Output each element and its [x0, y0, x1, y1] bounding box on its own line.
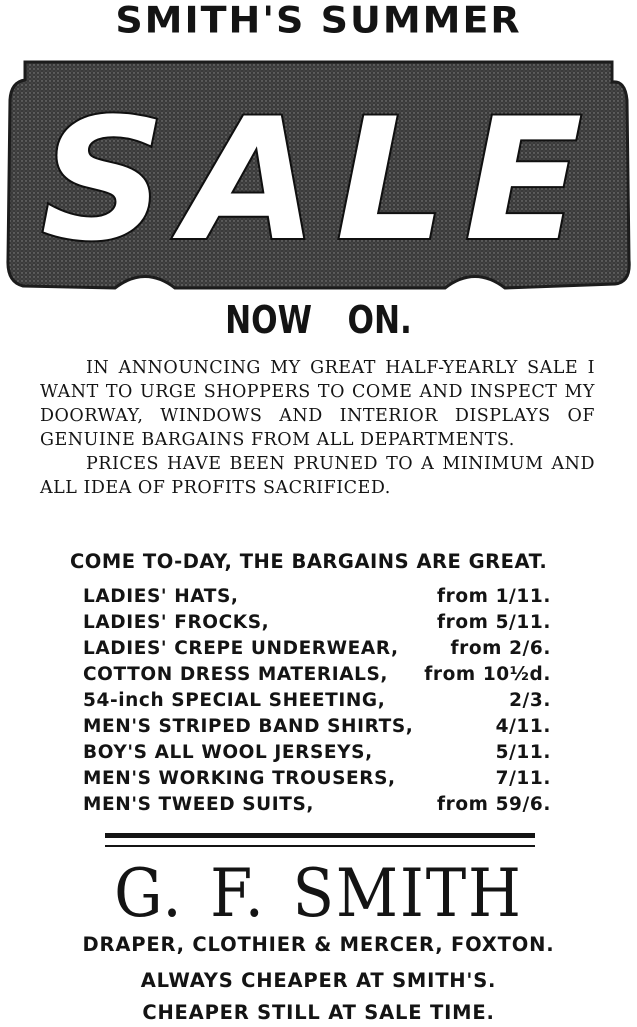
footer-line-1: DRAPER, CLOTHIER & MERCER, FOXTON.	[82, 933, 555, 956]
item-price: 2/3.	[509, 690, 551, 711]
price-list-item	[83, 610, 563, 636]
sale-banner-text: SALE	[41, 82, 601, 278]
item-price: from 5/11.	[436, 612, 551, 633]
item-name: MEN'S WORKING TROUSERS,	[83, 768, 396, 789]
item-price: from 59/6.	[436, 794, 551, 815]
item-name: LADIES' FROCKS,	[83, 612, 270, 633]
price-list-item	[83, 688, 563, 714]
item-price: 7/11.	[495, 768, 551, 789]
divider-thin	[105, 845, 535, 847]
ad-heading: SMITH'S SUMMER	[115, 0, 522, 41]
price-list-item	[83, 714, 563, 740]
item-name: 54-inch SPECIAL SHEETING,	[83, 690, 386, 711]
price-list-item	[83, 740, 563, 766]
price-list-item	[83, 584, 563, 610]
price-list-item	[83, 636, 563, 662]
intro-text	[40, 356, 595, 500]
item-name: MEN'S TWEED SUITS,	[83, 794, 315, 815]
item-name: BOY'S ALL WOOL JERSEYS,	[83, 742, 373, 763]
sale-banner	[5, 60, 632, 292]
price-list-item	[83, 792, 563, 818]
item-name: COTTON DRESS MATERIALS,	[83, 664, 389, 685]
item-price: from 10½d.	[424, 664, 551, 685]
item-name: LADIES' CREPE UNDERWEAR,	[83, 638, 399, 659]
footer-line-2: ALWAYS CHEAPER AT SMITH'S.	[140, 969, 497, 992]
intro-paragraph-1: IN ANNOUNCING MY GREAT HALF-YEARLY SALE I WANT TO URGE SHOPPERS TO COME AND INSPECT MY DOORWAY, WINDOWS AND INTERIOR DISPLAYS OF GENUINE BARGAINS FROM ALL DEPARTMENTS.	[40, 358, 595, 450]
price-list	[83, 584, 563, 818]
item-price: 5/11.	[495, 742, 551, 763]
price-list-item	[83, 766, 563, 792]
price-list-item	[83, 662, 563, 688]
item-name: LADIES' HATS,	[83, 586, 239, 607]
now-on-heading: NOW ON.	[225, 298, 412, 342]
footer-line-3: CHEAPER STILL AT SALE TIME.	[142, 1001, 495, 1024]
item-name: MEN'S STRIPED BAND SHIRTS,	[83, 716, 414, 737]
merchant-name: G. F. SMITH	[114, 855, 523, 932]
item-price: from 2/6.	[450, 638, 551, 659]
item-price: from 1/11.	[436, 586, 551, 607]
intro-paragraph-2: PRICES HAVE BEEN PRUNED TO A MINIMUM AND ALL IDEA OF PROFITS SACRIFICED.	[40, 454, 595, 498]
item-price: 4/11.	[495, 716, 551, 737]
call-to-action: COME TO-DAY, THE BARGAINS ARE GREAT.	[70, 550, 548, 573]
divider-thick	[105, 833, 535, 838]
sale-banner-graphic	[5, 60, 632, 292]
